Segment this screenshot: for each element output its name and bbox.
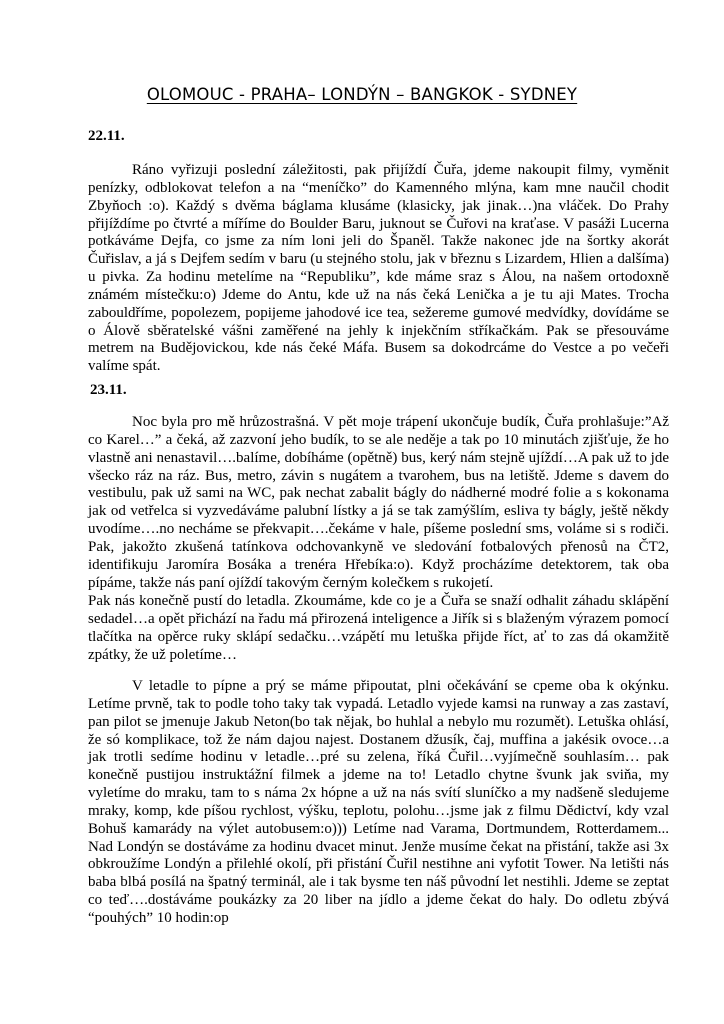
entry-paragraph: Ráno vyřizuji poslední záležitosti, pak přijíždí Čuřa, jdeme nakoupit filmy, vyměnit penízky, odblokovat telefon a na “meníčko” do Kamenného mlýna, kam mne naučil chodit Zbyňoch :o). Každý s dvěma báglama klusáme (klasicky, jak jinak…)na vláček. Do Prahy přijíždíme po čtvrté a míříme do Boulder Baru, juknout se Čuřovi na kraťase. V pasáži Lucerna potkáváme Dejfa, co jsme za ním loni jeli do Španěl. Takže nakonec jde na šortky akorát Čuřislav, a já s Dejfem sedím v baru (u stejného stolu, jak v březnu s Lizardem, Hlien a dalšíma) u pivka. Za hodinu metelíme na “Republiku”, kde máme sraz s Álou, na našem ortodoxně známém místečku:o) Jdeme do Antu, kde už na nás čeká Lenička a je tu aji Mates. Trocha zabouldříme, popolezem, popijeme jahodové ice tea, sežereme gumové medvídky, dovídáme se o Álově sběratelské vášni zaměřené na jehly k injekčním stříkačkám. Pak se přesouváme metrem na Budějovickou, kde nás čeké Máfa. Busem sa dokodrcáme do Vestce a po večeři valíme spát. xyxy=(88,162,669,375)
entry-date-22-11: 22.11. xyxy=(88,128,125,144)
entry-paragraph: Noc byla pro mě hrůzostrašná. V pět moje trápení ukončuje budík, Čuřa prohlašuje:”Až co Karel…” a čeká, až zazvoní jeho budík, to se ale neděje a tak po 10 minutách zjišťuje, že ho vlastně ani nenastavil….balíme, dobíháme (opětně) bus, kerý nám stejně ujíždí…A pak už to jde všecko ráz na ráz. Bus, metro, závin s nugátem a tvarohem, bus na letiště. Jdeme s davem do vestibulu, pak už sami na WC, pak nechat zabalit bágly do nádherné modré folie a s kokonama jak od vetřelca si vyzvedáváme palubní lístky a já se tak zamýšlím, esliva ty bágly, ještě někdy uvodíme….no necháme se překvapit….čekáme v hale, píšeme poslední sms, voláme si s rodiči. Pak, jakožto zkušená tatínkova odchovankyně ve sledování fotbalových přenosů na ČT2, identifikuju Jaromíra Bosáka a trenéra Hřebíka:o). Když procházíme detektorem, tak oba pípáme, takže nás paní ojíždí takovým černým kolečkem s rukojetí. xyxy=(88,414,669,591)
entry-date-23-11: 23.11. xyxy=(90,382,127,398)
document-title: OLOMOUC - PRAHA– LONDÝN – BANGKOK - SYDNEY xyxy=(146,85,578,104)
entry-paragraph: Pak nás konečně pustí do letadla. Zkoumáme, kde co je a Čuřa se snaží odhalit záhadu sklápění sedadel…a opět přichází na řadu má přirozená inteligence a Jiřík si s blaženým výrazem pomocí tlačítka na opěrce ruky sklápí sedačku…vzápětí mu letuška přijde říct, ať to zas dá okamžitě zpátky, že už poletíme… xyxy=(88,593,669,663)
entry-paragraph: V letadle to pípne a prý se máme připoutat, plni očekávání se cpeme oba k okýnku. Letíme prvně, tak to podle toho taky tak vypadá. Letadlo vyjede kamsi na runway a zas zastaví, pan pilot se jmenuje Jakub Neton(bo tak nějak, bo huhlal a nebylo mu rozumět). Letuška ohlásí, že só komplikace, tož že nám dajou najest. Dostanem džusík, čaj, muffina a jakésik ovoce…a jak trotli sedíme hodinu v letadle…pré su zelena, říká Čuřil…vyjímečně souhlasím… pak konečně pustijou instruktážní filmek a jdeme na to! Letadlo chytne švunk jak sviňa, my vyletíme do mraku, tam to s náma 2x hópne a už na nás svítí sluníčko a my nadšeně sledujeme mraky, komp, kde píšou rychlost, výšku, teplotu, polohu…jsme jak z filmu Dědictví, kdy vzal Bohuš kamarády na výlet autobusem:o))) Letíme nad Varama, Dortmundem, Rotterdamem... Nad Londýn se dostáváme za hodinu dvacet minut. Jenže musíme čekat na přistání, takže asi 3x obkroužíme Londýn a přilehlé okolí, při přistání Čuřil nestihne ani vyfotit Tower. Na letišti nás baba blbá posílá na špatný terminál, ale i tak bysme ten náš původní let nestihli. Jdeme se zeptat co teď….dostáváme poukázky za 20 liber na jídlo a jdeme čekat do haly. Do odletu zbývá “pouhých” 10 hodin:op xyxy=(88,678,669,926)
